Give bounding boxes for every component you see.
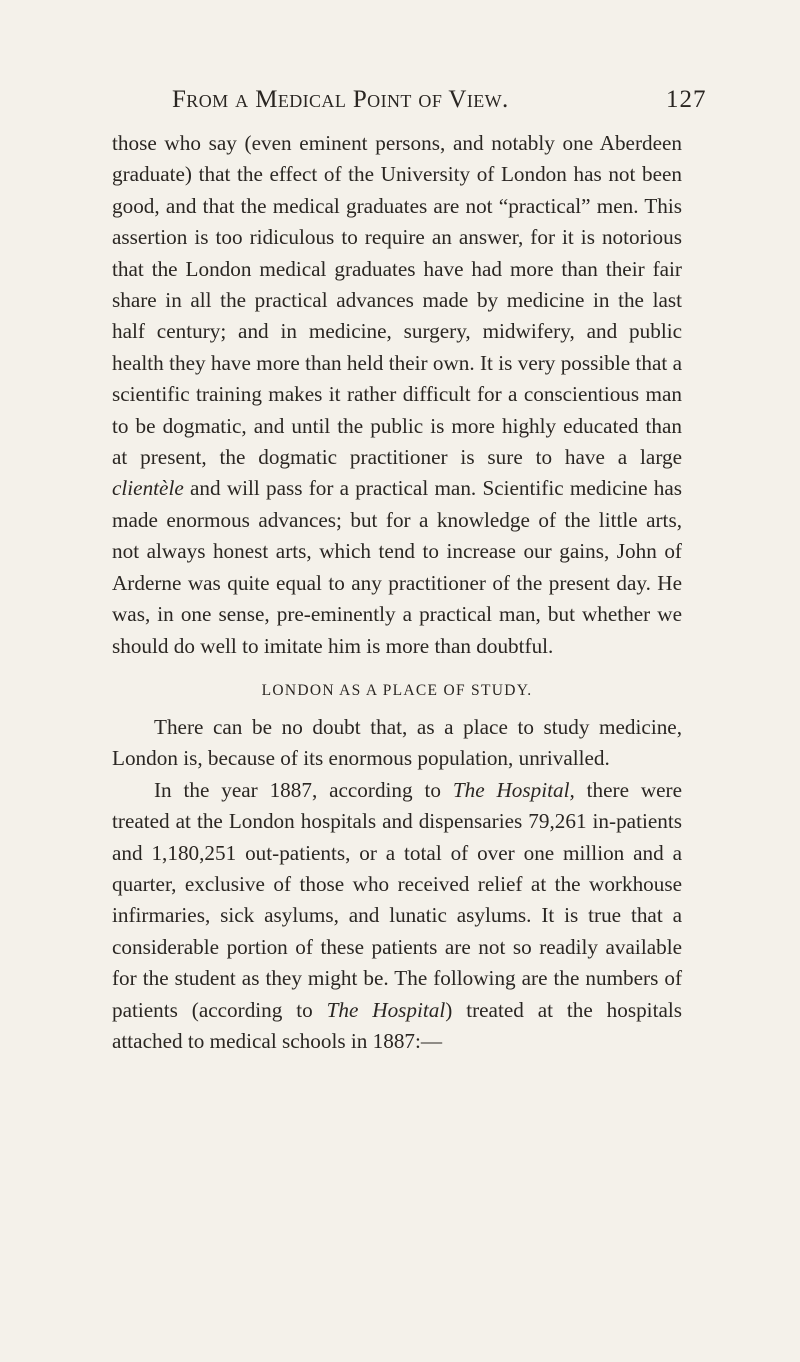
- body-text: [112, 128, 682, 1057]
- paragraph-statistics: [112, 775, 682, 1058]
- paragraph-text: ) treated at the hospitals attached to medical schools in 1887:—: [112, 997, 682, 1053]
- paragraph-study: There can be no doubt that, as a place to study medicine, London is, because of its enormous population, unrivalled.: [112, 714, 682, 771]
- paragraph-text: those who say (even eminent persons, and notably one Aberdeen graduate) that the effect of the University of London has not been good, and that the medical graduates are not “practical” men. This assertion is too ridiculous to require an answer, for it is notorious that the London medical graduates have had more than their fair share in all the practical advances made by medicine in the last half century; and in medicine, surgery, midwifery, and public health they have more than held their own. It is very possible that a scientific training makes it rather difficult for a conscientious man to be dogmatic, and until the public is more highly educated than at present, the dogmatic practitioner is sure to have a large: [112, 131, 682, 470]
- paragraph-continued: [112, 128, 682, 662]
- paragraph-text: In the year 1887, according to: [154, 777, 453, 802]
- italic-the-hospital: The Hospital,: [452, 777, 575, 802]
- section-heading: LONDON AS A PLACE OF STUDY.: [261, 681, 533, 699]
- paragraph-text-end: and will pass for a practical man. Scientific medicine has made enormous advances; but for a knowledge of the little arts, not always honest arts, which tend to increase our gains, John of Arderne was quite equal to any practitioner of the present day. He was, in one sense, pre-eminently a practical man, but whether we should do well to imitate him is more than doubtful.: [112, 476, 682, 658]
- italic-the-hospital-2: The Hospital: [326, 997, 446, 1022]
- paragraph-text: there were treated at the London hospitals and dispensaries 79,261 in-patients and 1,180,251 out-patients, or a total of over one million and a quarter, exclusive of those who received relief at the workhouse infirmaries, sick asylums, and lunatic asylums. It is true that a considerable portion of these patients are not so readily available for the student as they might be. The following are the numbers of patients (according to: [112, 777, 682, 1022]
- running-head: [0, 86, 800, 120]
- italic-clientele: clientèle: [112, 476, 184, 501]
- page-number: 127: [666, 86, 707, 113]
- running-title: From a Medical Point of View.: [172, 86, 509, 113]
